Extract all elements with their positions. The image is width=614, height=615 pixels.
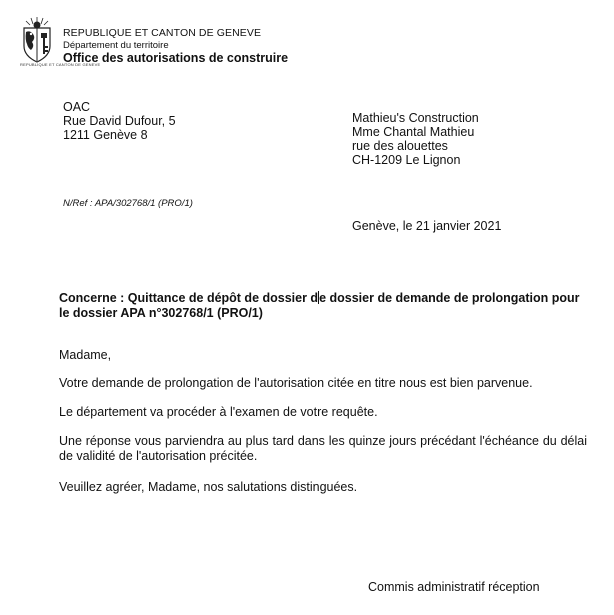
- recipient-person: Mme Chantal Mathieu: [352, 125, 475, 139]
- paragraph-review: Le département va procéder à l'examen de votre requête.: [59, 405, 378, 419]
- reference-number: N/Ref : APA/302768/1 (PRO/1): [63, 198, 193, 209]
- paragraph-response: Une réponse vous parviendra au plus tard dans les quinze jours précédant l'échéance du délai de validité de l'autorisation précitée.: [59, 434, 587, 463]
- crest-caption: REPUBLIQUE ET CANTON DE GENEVE: [20, 62, 101, 67]
- recipient-address: [352, 111, 479, 167]
- sender-address: [63, 100, 176, 142]
- sender-street: Rue David Dufour, 5: [63, 114, 176, 128]
- subject-text-start: Concerne : Quittance de dépôt de dossier d: [59, 291, 319, 305]
- salutation: Madame,: [59, 348, 112, 362]
- header-office: Office des autorisations de construire: [63, 51, 289, 65]
- letter-date: Genève, le 21 janvier 2021: [352, 219, 502, 233]
- header-republic: REPUBLIQUE ET CANTON DE GENEVE: [63, 27, 262, 39]
- subject-line[interactable]: [59, 291, 587, 321]
- header-department: Département du territoire: [63, 40, 169, 51]
- signature-title: Commis administratif réception: [368, 580, 540, 594]
- recipient-company: Mathieu's Construction: [352, 111, 479, 125]
- sender-city: 1211 Genève 8: [63, 128, 148, 142]
- sender-name: OAC: [63, 100, 91, 114]
- subject-text-end: e dossier de demande de prolongation pour le dossier APA n°302768/1 (PRO/1): [59, 291, 580, 320]
- geneva-crest-logo: [20, 16, 54, 68]
- closing-formula: Veuillez agréer, Madame, nos salutations distinguées.: [59, 480, 358, 494]
- recipient-street: rue des alouettes: [352, 139, 448, 153]
- recipient-city: CH-1209 Le Lignon: [352, 153, 461, 167]
- paragraph-received: Votre demande de prolongation de l'autorisation citée en titre nous est bien parvenue.: [59, 376, 533, 390]
